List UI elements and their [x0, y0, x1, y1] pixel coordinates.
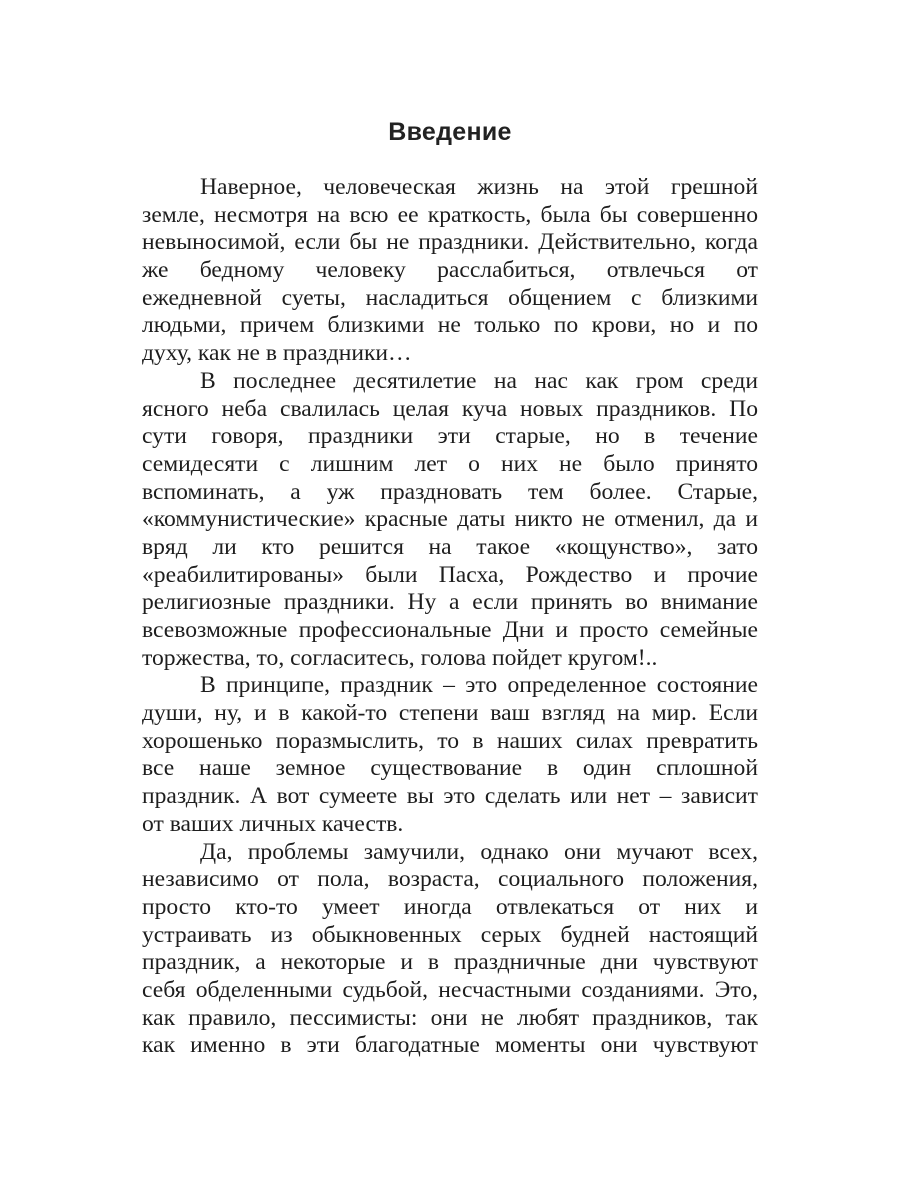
paragraph	[142, 368, 758, 673]
text-line: себя обделенными судьбой, несчастными созданиями. Это,	[142, 976, 758, 1003]
text-line: вспоминать, а уж праздновать тем более. Старые,	[142, 478, 758, 505]
text-line: все наше земное существование в один сплошной	[142, 755, 758, 782]
text-line: «реабилитированы» были Пасха, Рождество и прочие	[142, 561, 758, 588]
text-line: же бедному человеку расслабиться, отвлечься от	[142, 257, 758, 284]
text-line: Да, проблемы замучили, однако они мучают всех,	[200, 838, 758, 865]
paragraph	[142, 839, 758, 1061]
text-line: праздник, а некоторые и в праздничные дни чувствуют	[142, 949, 758, 976]
text-line: хорошенько поразмыслить, то в наших силах превратить	[142, 727, 758, 754]
text-line: всевозможные профессиональные Дни и просто семейные	[142, 617, 758, 643]
text-line: духу, как не в праздники…	[142, 340, 412, 367]
text-line: ежедневной суеты, насладиться общением с близкими	[142, 284, 758, 311]
paragraph	[142, 672, 758, 838]
text-line: ясного неба свалилась целая куча новых праздников. По	[142, 395, 758, 422]
text-line: «коммунистические» красные даты никто не отменил, да и	[142, 506, 758, 533]
text-line: торжества, то, согласитесь, голова пойдет кругом!..	[142, 644, 658, 671]
text-line: независимо от пола, возраста, социального положения,	[142, 866, 758, 893]
body-text	[142, 174, 758, 1060]
text-line: невыносимой, если бы не праздники. Действительно, когда	[142, 229, 758, 256]
text-line: как именно в эти благодатные моменты они чувствуют	[142, 1032, 758, 1059]
text-line: семидесяти с лишним лет о них не было принято	[142, 450, 758, 477]
text-line: людьми, причем близкими не только по крови, но и по	[142, 312, 758, 339]
text-line: религиозные праздники. Ну а если принять во внимание	[142, 589, 758, 616]
paragraph	[142, 174, 758, 368]
page-title: Введение	[388, 118, 512, 146]
text-line: В принципе, праздник – это определенное состояние	[200, 672, 758, 699]
text-line: сути говоря, праздники эти старые, но в течение	[142, 423, 758, 450]
text-line: праздник. А вот сумеете вы это сделать или нет – зависит	[142, 783, 758, 810]
text-line: земле, несмотря на всю ее краткость, была бы совершенно	[142, 201, 758, 228]
text-line: вряд ли кто решится на такое «кощунство», зато	[142, 533, 758, 560]
text-line: души, ну, и в какой-то степени ваш взгляд на мир. Если	[142, 700, 758, 727]
text-line: как правило, пессимисты: они не любят праздников, так	[142, 1004, 758, 1031]
text-line: от ваших личных качеств.	[142, 810, 404, 837]
text-line: устраивать из обыкновенных серых будней настоящий	[142, 921, 758, 948]
text-line: В последнее десятилетие на нас как гром среди	[200, 367, 758, 394]
text-line: просто кто-то умеет иногда отвлекаться от них и	[142, 893, 758, 920]
text-line: Наверное, человеческая жизнь на этой грешной	[200, 174, 758, 200]
